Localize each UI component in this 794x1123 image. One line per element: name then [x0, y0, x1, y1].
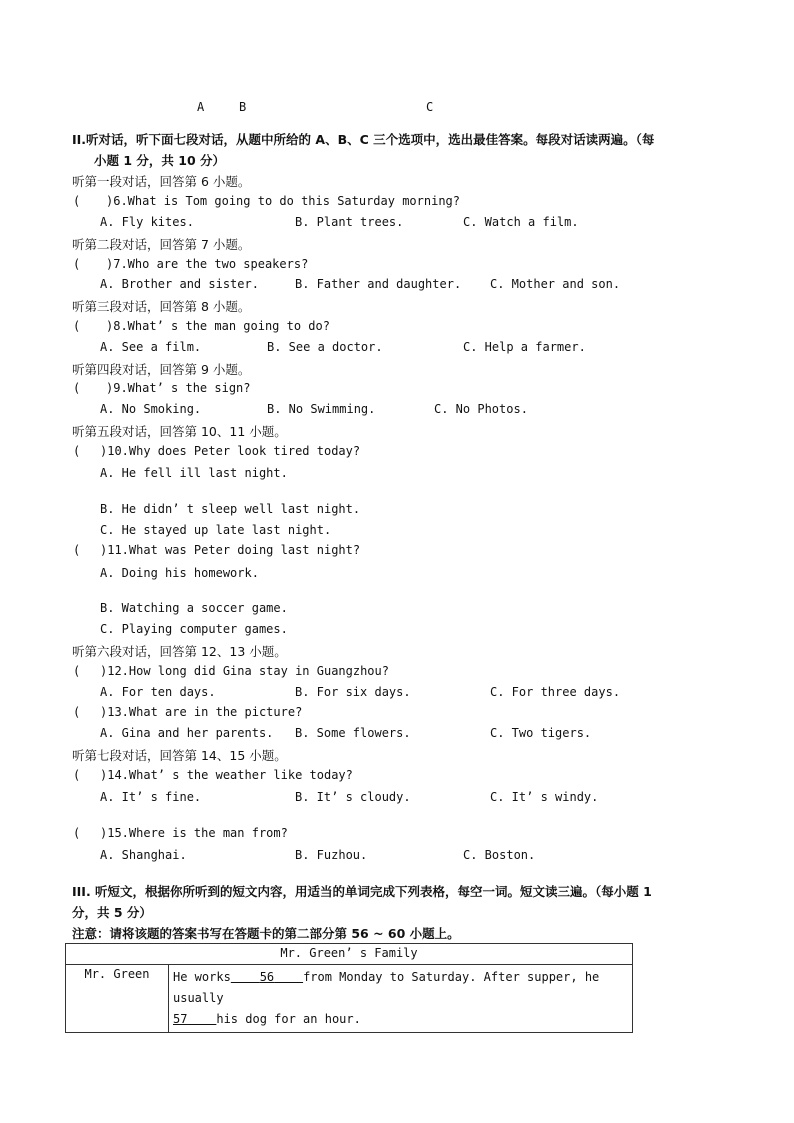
option-label-a: A: [197, 100, 205, 114]
group-instruction: 听第四段对话，回答第 9 小题。: [72, 362, 251, 377]
blank-56: 56: [259, 970, 275, 984]
option-b: B. Watching a soccer game.: [100, 601, 288, 615]
question-stem: )8.What’ s the man going to do?: [106, 319, 330, 333]
answer-paren: (: [73, 664, 81, 678]
section3-note: 注意：请将该题的答案书写在答题卡的第二部分第 56 ~ 60 小题上。: [72, 926, 460, 941]
option-b: B. Fuzhou.: [295, 848, 368, 862]
sentence-part: his dog for an hour.: [216, 1012, 361, 1026]
option-label-b: B: [239, 100, 247, 114]
option-b: B. See a doctor.: [267, 340, 383, 354]
answer-paren: (: [73, 543, 81, 557]
answer-paren: (: [73, 194, 81, 208]
option-c: C. For three days.: [490, 685, 621, 699]
option-c: C. Mother and son.: [490, 277, 621, 291]
table-row-label: Mr. Green: [66, 965, 169, 1033]
question-stem: )15.Where is the man from?: [100, 826, 288, 840]
question-stem: )14.What’ s the weather like today?: [100, 768, 353, 782]
answer-paren: (: [73, 768, 81, 782]
option-c: C. He stayed up late last night.: [100, 523, 332, 537]
group-instruction: 听第六段对话，回答第 12、13 小题。: [72, 644, 287, 659]
option-c: C. Watch a film.: [463, 215, 579, 229]
option-c: C. Playing computer games.: [100, 622, 288, 636]
option-c: C. No Photos.: [434, 402, 528, 416]
table-title: Mr. Green’ s Family: [66, 944, 633, 965]
option-c: C. Help a farmer.: [463, 340, 586, 354]
family-table: [65, 943, 633, 1033]
section3-heading-line2: 分，共 5 分）: [72, 905, 152, 920]
option-a: A. Fly kites.: [100, 215, 194, 229]
option-a: A. No Smoking.: [100, 402, 202, 416]
blank-57: 57: [173, 1012, 188, 1026]
question-stem: )11.What was Peter doing last night?: [100, 543, 361, 557]
group-instruction: 听第二段对话，回答第 7 小题。: [72, 237, 251, 252]
option-c: C. Two tigers.: [490, 726, 592, 740]
section3-heading-line1: III. 听短文，根据你所听到的短文内容，用适当的单词完成下列表格，每空一词。短文读三遍。（每小题 1: [72, 884, 652, 899]
option-a: A. Shanghai.: [100, 848, 187, 862]
sentence-part: from Monday to Saturday. After supper, he usually: [173, 970, 600, 1005]
question-stem: )6.What is Tom going to do this Saturday morning?: [106, 194, 461, 208]
option-b: B. He didn’ t sleep well last night.: [100, 502, 361, 516]
question-stem: )13.What are in the picture?: [100, 705, 303, 719]
option-c: C. Boston.: [463, 848, 536, 862]
question-stem: )7.Who are the two speakers?: [106, 257, 309, 271]
question-stem: )10.Why does Peter look tired today?: [100, 444, 361, 458]
question-stem: )9.What’ s the sign?: [106, 381, 251, 395]
option-b: B. For six days.: [295, 685, 411, 699]
option-a: A. He fell ill last night.: [100, 466, 288, 480]
option-label-c: C: [426, 100, 434, 114]
group-instruction: 听第七段对话，回答第 14、15 小题。: [72, 748, 287, 763]
answer-paren: (: [73, 444, 81, 458]
option-a: A. Gina and her parents.: [100, 726, 274, 740]
option-a: A. Brother and sister.: [100, 277, 259, 291]
answer-paren: (: [73, 319, 81, 333]
option-b: B. Plant trees.: [295, 215, 404, 229]
option-a: A. See a film.: [100, 340, 202, 354]
answer-paren: (: [73, 826, 81, 840]
group-instruction: 听第三段对话，回答第 8 小题。: [72, 299, 251, 314]
group-instruction: 听第五段对话，回答第 10、11 小题。: [72, 424, 287, 439]
answer-paren: (: [73, 257, 81, 271]
option-b: B. No Swimming.: [267, 402, 376, 416]
option-b: B. It’ s cloudy.: [295, 790, 411, 804]
answer-paren: (: [73, 381, 81, 395]
option-b: B. Father and daughter.: [295, 277, 462, 291]
answer-paren: (: [73, 705, 81, 719]
option-c: C. It’ s windy.: [490, 790, 599, 804]
section2-heading-line2: 小题 1 分，共 10 分）: [94, 153, 226, 168]
option-a: A. Doing his homework.: [100, 566, 259, 580]
group-instruction: 听第一段对话，回答第 6 小题。: [72, 174, 251, 189]
option-a: A. It’ s fine.: [100, 790, 202, 804]
sentence-part: He works: [173, 970, 231, 984]
option-b: B. Some flowers.: [295, 726, 411, 740]
section2-heading-line1: II.听对话，听下面七段对话，从题中所给的 A、B、C 三个选项中，选出最佳答案。每段对话读两遍。（每: [72, 132, 655, 147]
table-cell-text: [169, 965, 633, 1033]
question-stem: )12.How long did Gina stay in Guangzhou?: [100, 664, 389, 678]
option-a: A. For ten days.: [100, 685, 216, 699]
